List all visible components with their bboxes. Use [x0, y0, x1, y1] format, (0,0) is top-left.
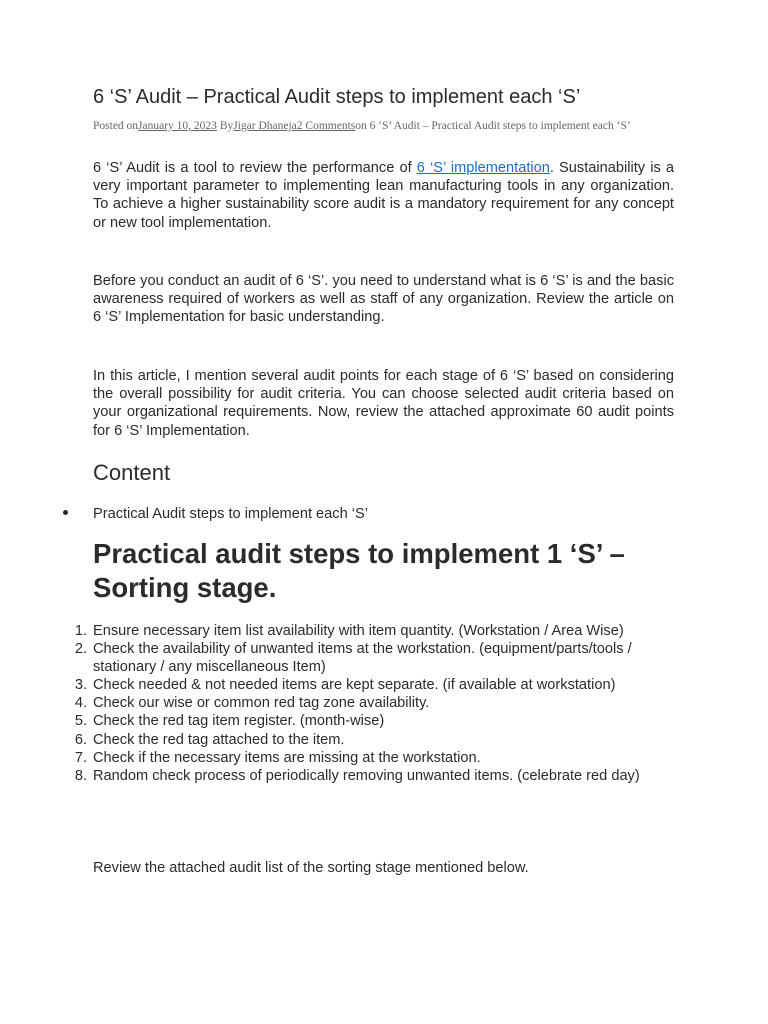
list-item	[63, 640, 674, 676]
toc-item-label: Practical Audit steps to implement each ‘S’	[93, 506, 368, 522]
toc-item[interactable]	[63, 505, 368, 523]
step-number: 8.	[74, 767, 87, 784]
on-post-text: on 6 ‘S’ Audit – Practical Audit steps to implement each ‘S’	[355, 120, 631, 132]
list-item	[63, 731, 674, 749]
intro-text-before-link: 6 ‘S’ Audit is a tool to review the performance of	[93, 160, 417, 176]
step-number: 5.	[74, 713, 87, 730]
step-number: 4.	[74, 695, 87, 712]
implementation-link[interactable]: 6 ‘S’ implementation	[416, 160, 550, 176]
step-text: Random check process of periodically removing unwanted items. (celebrate red day)	[93, 767, 640, 784]
step-text: Check the red tag item register. (month-wise)	[93, 713, 385, 730]
post-meta	[93, 119, 674, 133]
list-item	[63, 694, 674, 712]
list-item	[63, 676, 674, 694]
intro-text-after-link: . Sustainability is a very important parameter to implementing lean manufacturing tools in any organization. To achieve a higher sustainability score audit is a mandatory requirement for any concept or new tool implementation.	[93, 160, 674, 231]
comments-link[interactable]: 2 Comments	[296, 120, 356, 132]
step-text: Check the red tag attached to the item.	[93, 731, 345, 748]
step-number: 1.	[74, 623, 87, 639]
list-item	[63, 622, 674, 640]
step-text: Check our wise or common red tag zone availability.	[93, 695, 430, 712]
bullet-icon	[63, 510, 68, 515]
by-label: By	[216, 120, 234, 132]
list-item	[63, 749, 674, 767]
step-text: Check the availability of unwanted items at the workstation. (equipment/parts/tools / stationary / any miscellaneous Item)	[93, 641, 632, 676]
content-heading: Content	[93, 460, 171, 485]
list-item	[63, 767, 674, 785]
step-number: 6.	[74, 731, 87, 748]
table-of-contents	[63, 505, 368, 523]
sorting-stage-heading: Practical audit steps to implement 1 ‘S’ – Sorting stage.	[93, 538, 625, 603]
posted-on-label: Posted on	[93, 120, 139, 132]
post-date-link[interactable]: January 10, 2023	[138, 120, 217, 132]
step-text: Check needed & not needed items are kept separate. (if available at workstation)	[93, 677, 616, 694]
step-text: Ensure necessary item list availability with item quantity. (Workstation / Area Wise)	[93, 623, 624, 639]
intro-paragraph	[93, 159, 674, 232]
list-item	[63, 712, 674, 730]
author-link[interactable]: Jigar Dhaneja	[233, 120, 297, 132]
audit-points-paragraph: In this article, I mention several audit points for each stage of 6 ‘S’ based on considering the overall possibility for audit criteria. You can choose selected audit criteria based on your organizational requirements. Now, review the attached approximate 60 audit points for 6 ‘S’ Implementation.	[93, 368, 674, 439]
audit-steps-list	[63, 622, 674, 785]
awareness-paragraph: Before you conduct an audit of 6 ‘S’. you need to understand what is 6 ‘S’ is and the basic awareness required of workers as well as staff of any organization. Review the article on 6 ‘S’ Implementation for basic understanding.	[93, 273, 674, 326]
article-title: 6 ‘S’ Audit – Practical Audit steps to implement each ‘S’	[93, 86, 581, 108]
step-text: Check if the necessary items are missing at the workstation.	[93, 749, 481, 766]
step-number: 3.	[74, 677, 87, 694]
step-number: 2.	[74, 641, 87, 658]
closing-text: Review the attached audit list of the sorting stage mentioned below.	[93, 860, 529, 876]
step-number: 7.	[74, 749, 87, 766]
